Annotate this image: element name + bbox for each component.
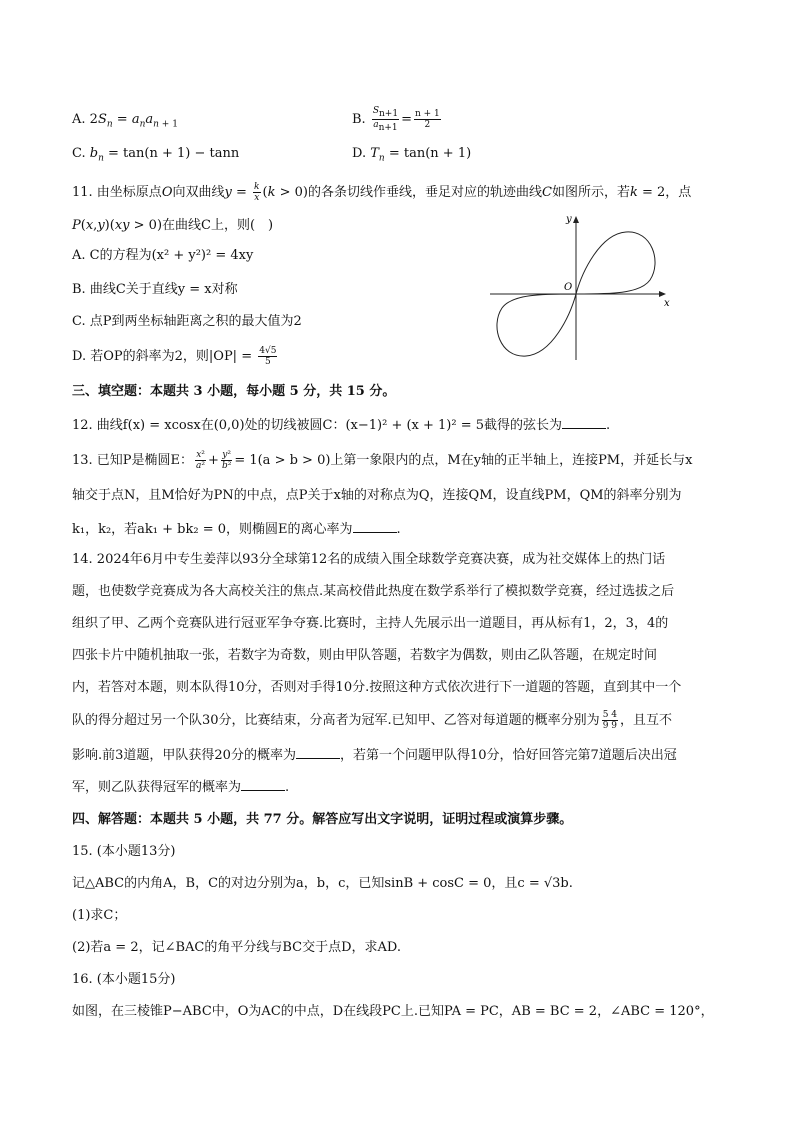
curve-branch-third-quadrant [497,294,576,356]
q14-line6: 队的得分超过另一个队30分，比赛结束，分高者为冠军.已知甲、乙答对每道题的概率分别为 $\frac{5 4}{9 9}$ ，且互不 [72,710,673,731]
q14-line7: 影响.前3道题，甲队获得20分的概率为 ，若第一个问题甲队得10分，恰好回答完第7道题后决出冠 [72,744,677,766]
q11-option-c: C. 点P到两坐标轴距离之积的最大值为2 [72,314,302,329]
y-axis-arrow-icon [573,216,579,223]
q14-line2: 题，也使数学竞赛成为各大高校关注的焦点.某高校借此热度在数学系举行了模拟数学竞赛，经过选拔之后 [72,584,675,599]
q14-probabilities: $\frac{5 4}{9 9}$ [602,710,618,731]
q14-line5: 内，若答对本题，则本队得10分，否则对手得10分.按照这种方式依次进行下一道题的答题，直到其中一个 [72,680,682,695]
q13-stem-line3: k₁，k₂，若ak₁ + bk₂ = 0，则椭圆E的离心率为 . [72,518,401,540]
section-3-heading: 三、填空题：本题共 3 小题，每小题 5 分，共 15 分。 [72,384,396,399]
q14-line8: 军，则乙队获得冠军的概率为 . [72,776,289,798]
q11-option-d: D. 若OP的斜率为2，则|OP| = $\frac{4√5}{5}$ [72,346,277,367]
x-axis-arrow-icon [659,291,666,297]
q13-stem-line2: 轴交于点N，且M恰好为PN的中点，点P关于x轴的对称点为Q，连接QM，设直线PM，QM的斜率分别为 [72,488,682,503]
q12-answer-blank[interactable] [562,414,606,429]
q14-answer-blank-1[interactable] [296,744,340,759]
q15-stem: 记△ABC的内角A，B，C的对边分别为a，b，c，已知sinB + cosC = 0，且c = √3b. [72,876,573,891]
q15-heading: 15. (本小题13分) [72,844,176,859]
q13-stem-line1: 13. 已知P是椭圆E： $\frac{\text{x²}}{\text{a²}}$ + $\frac{\text{y²}}{\text{b²}}$ = 1(a > b > 0)上第一象限内的点，M在y轴的正半轴上，连接PM，并延长与x [72,450,693,471]
q13-answer-blank[interactable] [353,518,397,533]
q16-heading: 16. (本小题15分) [72,972,176,987]
q10-option-d: D. $T_n = \tan(n + 1)$ [352,146,472,164]
q14-answer-blank-2[interactable] [241,776,285,791]
q15-part1: (1)求C； [72,908,127,923]
q11-stem-line1: 11. 由坐标原点O向双曲线y = $\frac{k}{x}$ (k > 0)的各条切线作垂线，垂足对应的轨迹曲线C如图所示，若k = 2，点 [72,182,692,203]
q16-stem: 如图，在三棱锥P−ABC中，O为AC的中点，D在线段PC上.已知PA = PC，AB = BC = 2，∠ABC = 120°， [72,1004,714,1019]
q10-option-c: C. $b_n = \tan(n + 1) - \tan n$ [72,146,240,164]
q14-line3: 组织了甲、乙两个竞赛队进行冠亚军争夺赛.比赛时，主持人先展示出一道题目，再从标有1，2，3，4的 [72,616,669,631]
q14-line4: 四张卡片中随机抽取一张，若数字为奇数，则由甲队答题，若数字为偶数，则由乙队答题，在规定时间 [72,648,658,663]
y-axis-label: y [566,214,572,225]
x-axis-label: x [664,298,670,309]
q12-stem: 12. 曲线f(x) = xcosx在(0,0)处的切线被圆C：(x−1)² + (x + 1)² = 5截得的弦长为 . [72,414,610,436]
q11-option-b: B. 曲线C关于直线y = x对称 [72,282,238,297]
q14-line1: 14. 2024年6月中专生姜萍以93分全球第12名的成绩入围全球数学竞赛决赛，成为社交媒体上的热门话 [72,552,666,567]
origin-label: O [564,282,573,293]
q11-option-a: A. C的方程为(x² + y²)² = 4xy [72,248,254,263]
q10-option-b: B. $\frac{S_{n+1}}{a_{n+1}}$ = $\frac{n + 1}{2}$ [352,106,440,133]
section-4-heading: 四、解答题：本题共 5 小题，共 77 分。解答应写出文字说明，证明过程或演算步骤。 [72,812,573,827]
curve-branch-first-quadrant [576,232,655,294]
q11-stem-line2: P(x,y)(xy > 0)在曲线C上，则( ) [72,218,274,233]
q11-curve-graph [490,212,670,360]
q15-part2: (2)若a = 2，记∠BAC的角平分线与BC交于点D，求AD. [72,940,402,955]
q10-option-a: A. $2S_n = a_na_{n + 1}$ [72,112,178,130]
